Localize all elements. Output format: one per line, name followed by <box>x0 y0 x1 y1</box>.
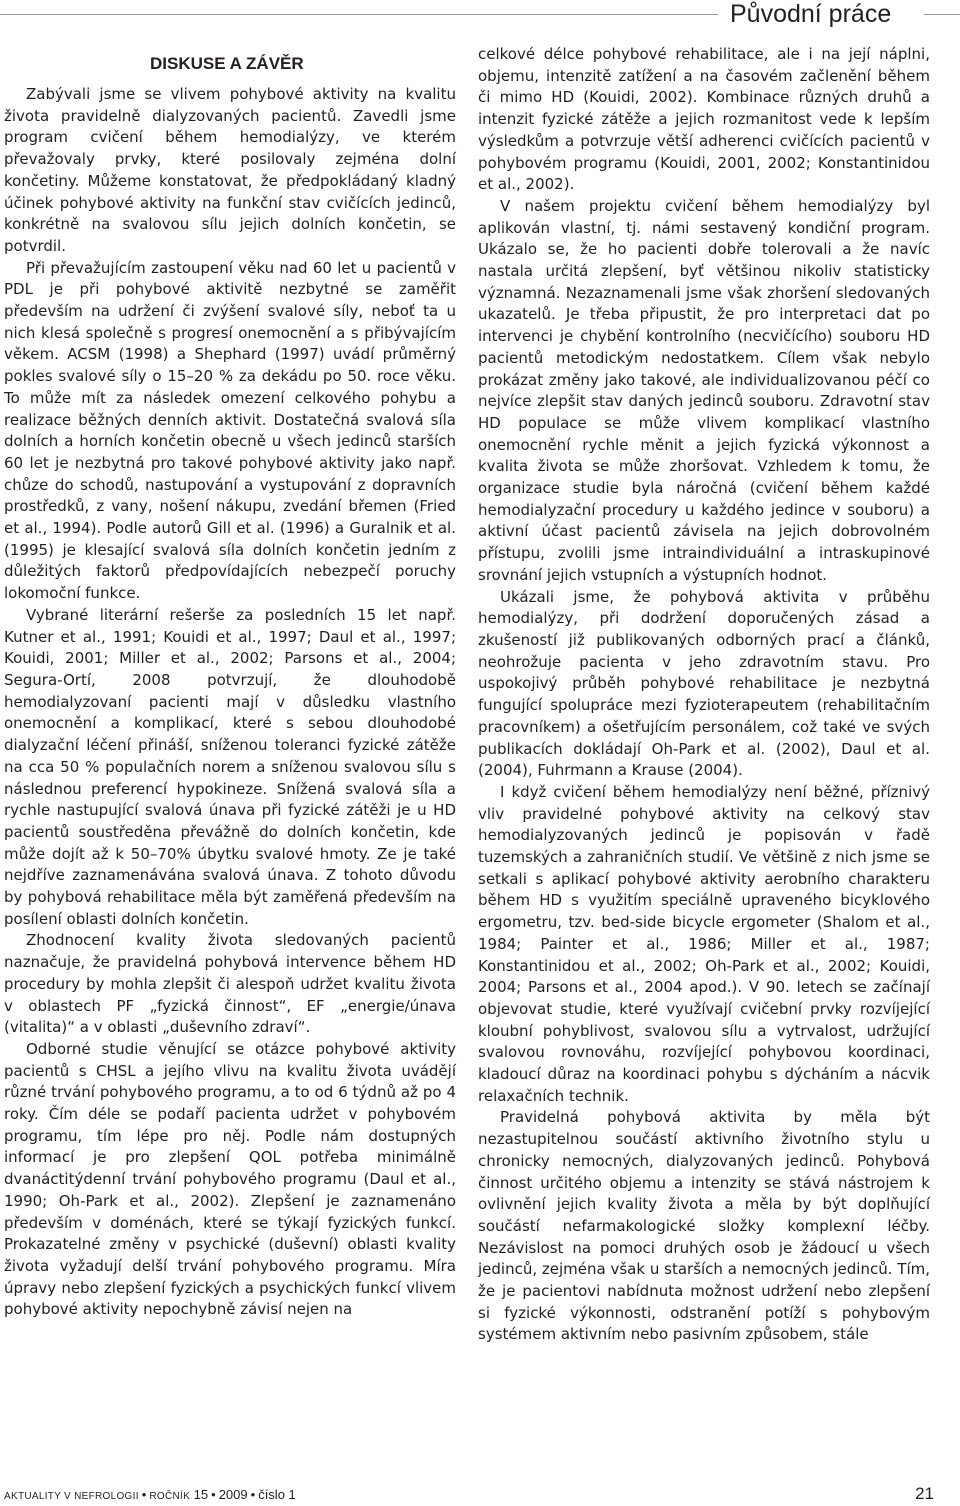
paragraph: Zabývali jsme se vlivem pohybové aktivity na kvalitu života pravidelně dialyzovaných pacientů. Zavedli jsme program cvičení během hemodialýzy, ve kterém převažovaly prvky, které posilovaly zejména dolní končetiny. Můžeme konstatovat, že předpokládaný kladný účinek pohybové aktivity na funkční stav cvičících jedinců, konkrétně na svalovou sílu jejich dolních končetin, se potvrdil. <box>4 85 456 255</box>
year: 2009 <box>218 1487 248 1502</box>
volume-label: ROČNÍK <box>149 1491 191 1502</box>
left-column <box>4 84 456 1434</box>
issue-number: 1 <box>288 1487 296 1502</box>
page-footer <box>4 1486 956 1504</box>
header-rule <box>0 14 718 15</box>
paragraph: Odborné studie věnující se otázce pohybové aktivity pacientů s CHSL a jejího vlivu na kvalitu života uvádějí různé trvání pohybového programu, a to od 6 týdnů až po 4 roky. Čím déle se podaří pacienta udržet v pohybovém programu, tím lépe pro něj. Podle nám dostupných informací je pro zlepšení QOL potřeba minimálně dvanáctitýdenní trvání pohybového programu (Daul et al., 1990; Oh-Park et al., 2002). Zlepšení je zaznamenáno především v doménách, které se týkají fyzických funkcí. Prokazatelné změny v psychické (duševní) oblasti kvality života vyžadují delší trvání pohybového programu. Míra úpravy nebo zlepšení fyzických a psychických funkcí vlivem pohybové aktivity nepochybně závisí nejen na <box>4 1039 456 1319</box>
paragraph: Ukázali jsme, že pohybová aktivita v průběhu hemodialýzy, při dodržení doporučených zásad a zkušeností již publikovaných odborných prací a článků, neohrožuje pacienta v jeho zdravotním stavu. Pro uspokojivý průběh pohybové rehabilitace je nezbytná fungující spolupráce mezi fyzioterapeutem (rehabilitačním pracovníkem) a ošetřujícím personálem, což také ve svých publikacích dokládají Oh-Park et al. (2002), Daul et al. (2004), Fuhrmann a Krause (2004). <box>478 587 930 780</box>
journal-name: AKTUALITY V NEFROLOGII <box>4 1491 139 1502</box>
header-rule-end <box>924 14 960 15</box>
page-number: 21 <box>915 1484 934 1503</box>
journal-citation: AKTUALITY V NEFROLOGII • ROČNÍK 15 • 2009 • číslo 1 <box>4 1487 296 1502</box>
paragraph-continued: celkové délce pohybové rehabilitace, ale i na její náplni, objemu, intenzitě zatížení a na časovém začlenění během či mimo HD (Kouidi, 2002). Kombinace různých druhů a intenzit fyzické zátěže a jejich rozmanitost vede k lepším výsledkům a potvrzuje větší adherenci cvičících pacientů v pohybovém programu (Kouidi, 2001, 2002; Konstantinidou et al., 2002). <box>478 45 930 194</box>
right-column <box>478 44 930 1434</box>
issue-label: číslo <box>258 1487 285 1502</box>
section-label: Původní práce <box>730 0 892 28</box>
paragraph: Pravidelná pohybová aktivita by měla být nezastupitelnou součástí aktivního životního stylu u chronicky nemocných, dialyzovaných jedinců. Pohybová činnost určitého objemu a intenzity se stává nástrojem k ovlivnění jejich kvality života a měla by být doplňující součástí nefarmakologické složky komplexní léčby. Nezávislost na pomoci druhých osob je žádoucí u všech jedinců, zejména však u starších a nemocných jedinců. Tím, že je pacientovi nabídnuta možnost udržení nebo zlepšení si fyzické výkonnosti, odstranění potíží s pohybovým systémem aktivním nebo pasivním způsobem, stále <box>478 1108 930 1344</box>
paragraph: Při převažujícím zastoupení věku nad 60 let u pacientů v PDL je při pohybové aktivitě nezbytné se zaměřit především na udržení či zvýšení svalové síly, neboť ta u nich klesá společně s progresí onemocnění a s přibývajícím věkem. ACSM (1998) a Shephard (1997) uvádí průměrný pokles svalové síly o 15–20 % za dekádu po 50. roce věku. To může mít za následek omezení celkového pohybu a realizace běžných denních aktivit. Dostatečná svalová síla dolních a horních končetin obecně u všech jedinců starších 60 let je nezbytná pro takové pohybové aktivity jako např. chůze do schodů, nastupování a vystupování z dopravních prostředků, z vany, nošení nákupu, zvedání břemen (Fried et al., 1994). Podle autorů Gill et al. (1996) a Guralnik et al. (1995) je klesající svalová síla dolních končetin jedním z důležitých faktorů předpovídajících nebezpečí poruchy lokomoční funkce. <box>4 258 456 603</box>
paragraph: Zhodnocení kvality života sledovaných pacientů naznačuje, že pravidelná pohybová intervence během HD procedury by mohla zlepšit či alespoň udržet kvalitu života v oblastech PF „fyzická činnost“, EF „energie/únava (vitalita)“ a v oblasti „duševního zdraví“. <box>4 931 456 1037</box>
paragraph: I když cvičení během hemodialýzy není běžné, příznivý vliv pravidelné pohybové aktivity na celkový stav hemodialyzovaných jedinců je popisován v řadě tuzemských a zahraničních studií. Ve většině z nich jsme se setkali s aplikací pohybové aktivity aerobního charakteru během HD s využitím speciálně upraveného bicyklového ergometru, tzv. bed-side bicycle ergometer (Shalom et al., 1984; Painter et al., 1986; Miller et al., 1987; Konstantinidou et al., 2002; Oh-Park et al., 2002; Kouidi, 2004; Parsons et al., 2004 apod.). V 90. letech se začínají objevovat studie, které využívají cvičební prvky rozvíjející kloubní pohyblivost, svalovou sílu a vytrvalost, udržující svalovou rovnováhu, rozvíjející pohybovou koordinaci, kladoucí důraz na koordinaci pohybu s dýcháním a nácvik relaxačních technik. <box>478 782 930 1105</box>
volume-number: 15 <box>193 1487 209 1502</box>
paragraph: V našem projektu cvičení během hemodialýzy byl aplikován vlastní, tj. námi sestavený kondiční program. Ukázalo se, že ho pacienti dobře tolerovali a že navíc nastala určitá zlepšení, byť většinou nikoliv statisticky významná. Nezaznamenali jsme však zhoršení sledovaných ukazatelů. Je třeba připustit, že pro interpretaci dat po intervenci je chybění kontrolního (necvičícího) souboru HD pacientů metodickým nedostatkem. Cílem však nebylo prokázat změny jako takové, ale individualizovanou péčí co nejvíce zlepšit stav daných jedinců souboru. Zdravotní stav HD populace se může vlivem komplikací vlastního onemocnění rychle měnit a jejich fyzická výkonnost a kvalita života se může zhoršovat. Vzhledem k tomu, že organizace studie byla náročná (cvičení během každé hemodialyzační procedury u každého jedince v souboru) a aktivní účast pacientů závisela na jejich dobrovolném přístupu, zvolili jsme intraindividuální a intraskupinové srovnání jejich vstupních a výstupních hodnot. <box>478 196 930 584</box>
paragraph: Vybrané literární rešerše za posledních 15 let např. Kutner et al., 1991; Kouidi et al., 1997; Daul et al., 1997; Kouidi, 2001; Miller et al., 2002; Parsons et al., 2004; Segura-Ortí, 2008 potvrzují, že dlouhodobě hemodialyzovaní pacienti mají v důsledku vlastního onemocnění a komplikací, které s sebou dlouhodobé dialyzační léčení přináší, sníženou toleranci fyzické zátěže na cca 50 % populačních norem a sníženou svalovou sílu s následnou preferencí hypokineze. Snížená svalová síla a rychle nastupující svalová únava při fyzické zátěži je u HD pacientů soustředěna převážně do dolních končetin, kde může dojít až k 50–70% úbytku svalové hmoty. Ze je také nejdříve zaznamenávána svalová únava. Z tohoto důvodu by pohybová rehabilitace měla být zaměřená především na posílení oblasti dolních končetin. <box>4 605 456 928</box>
section-heading: DISKUSE A ZÁVĚR <box>150 54 304 74</box>
